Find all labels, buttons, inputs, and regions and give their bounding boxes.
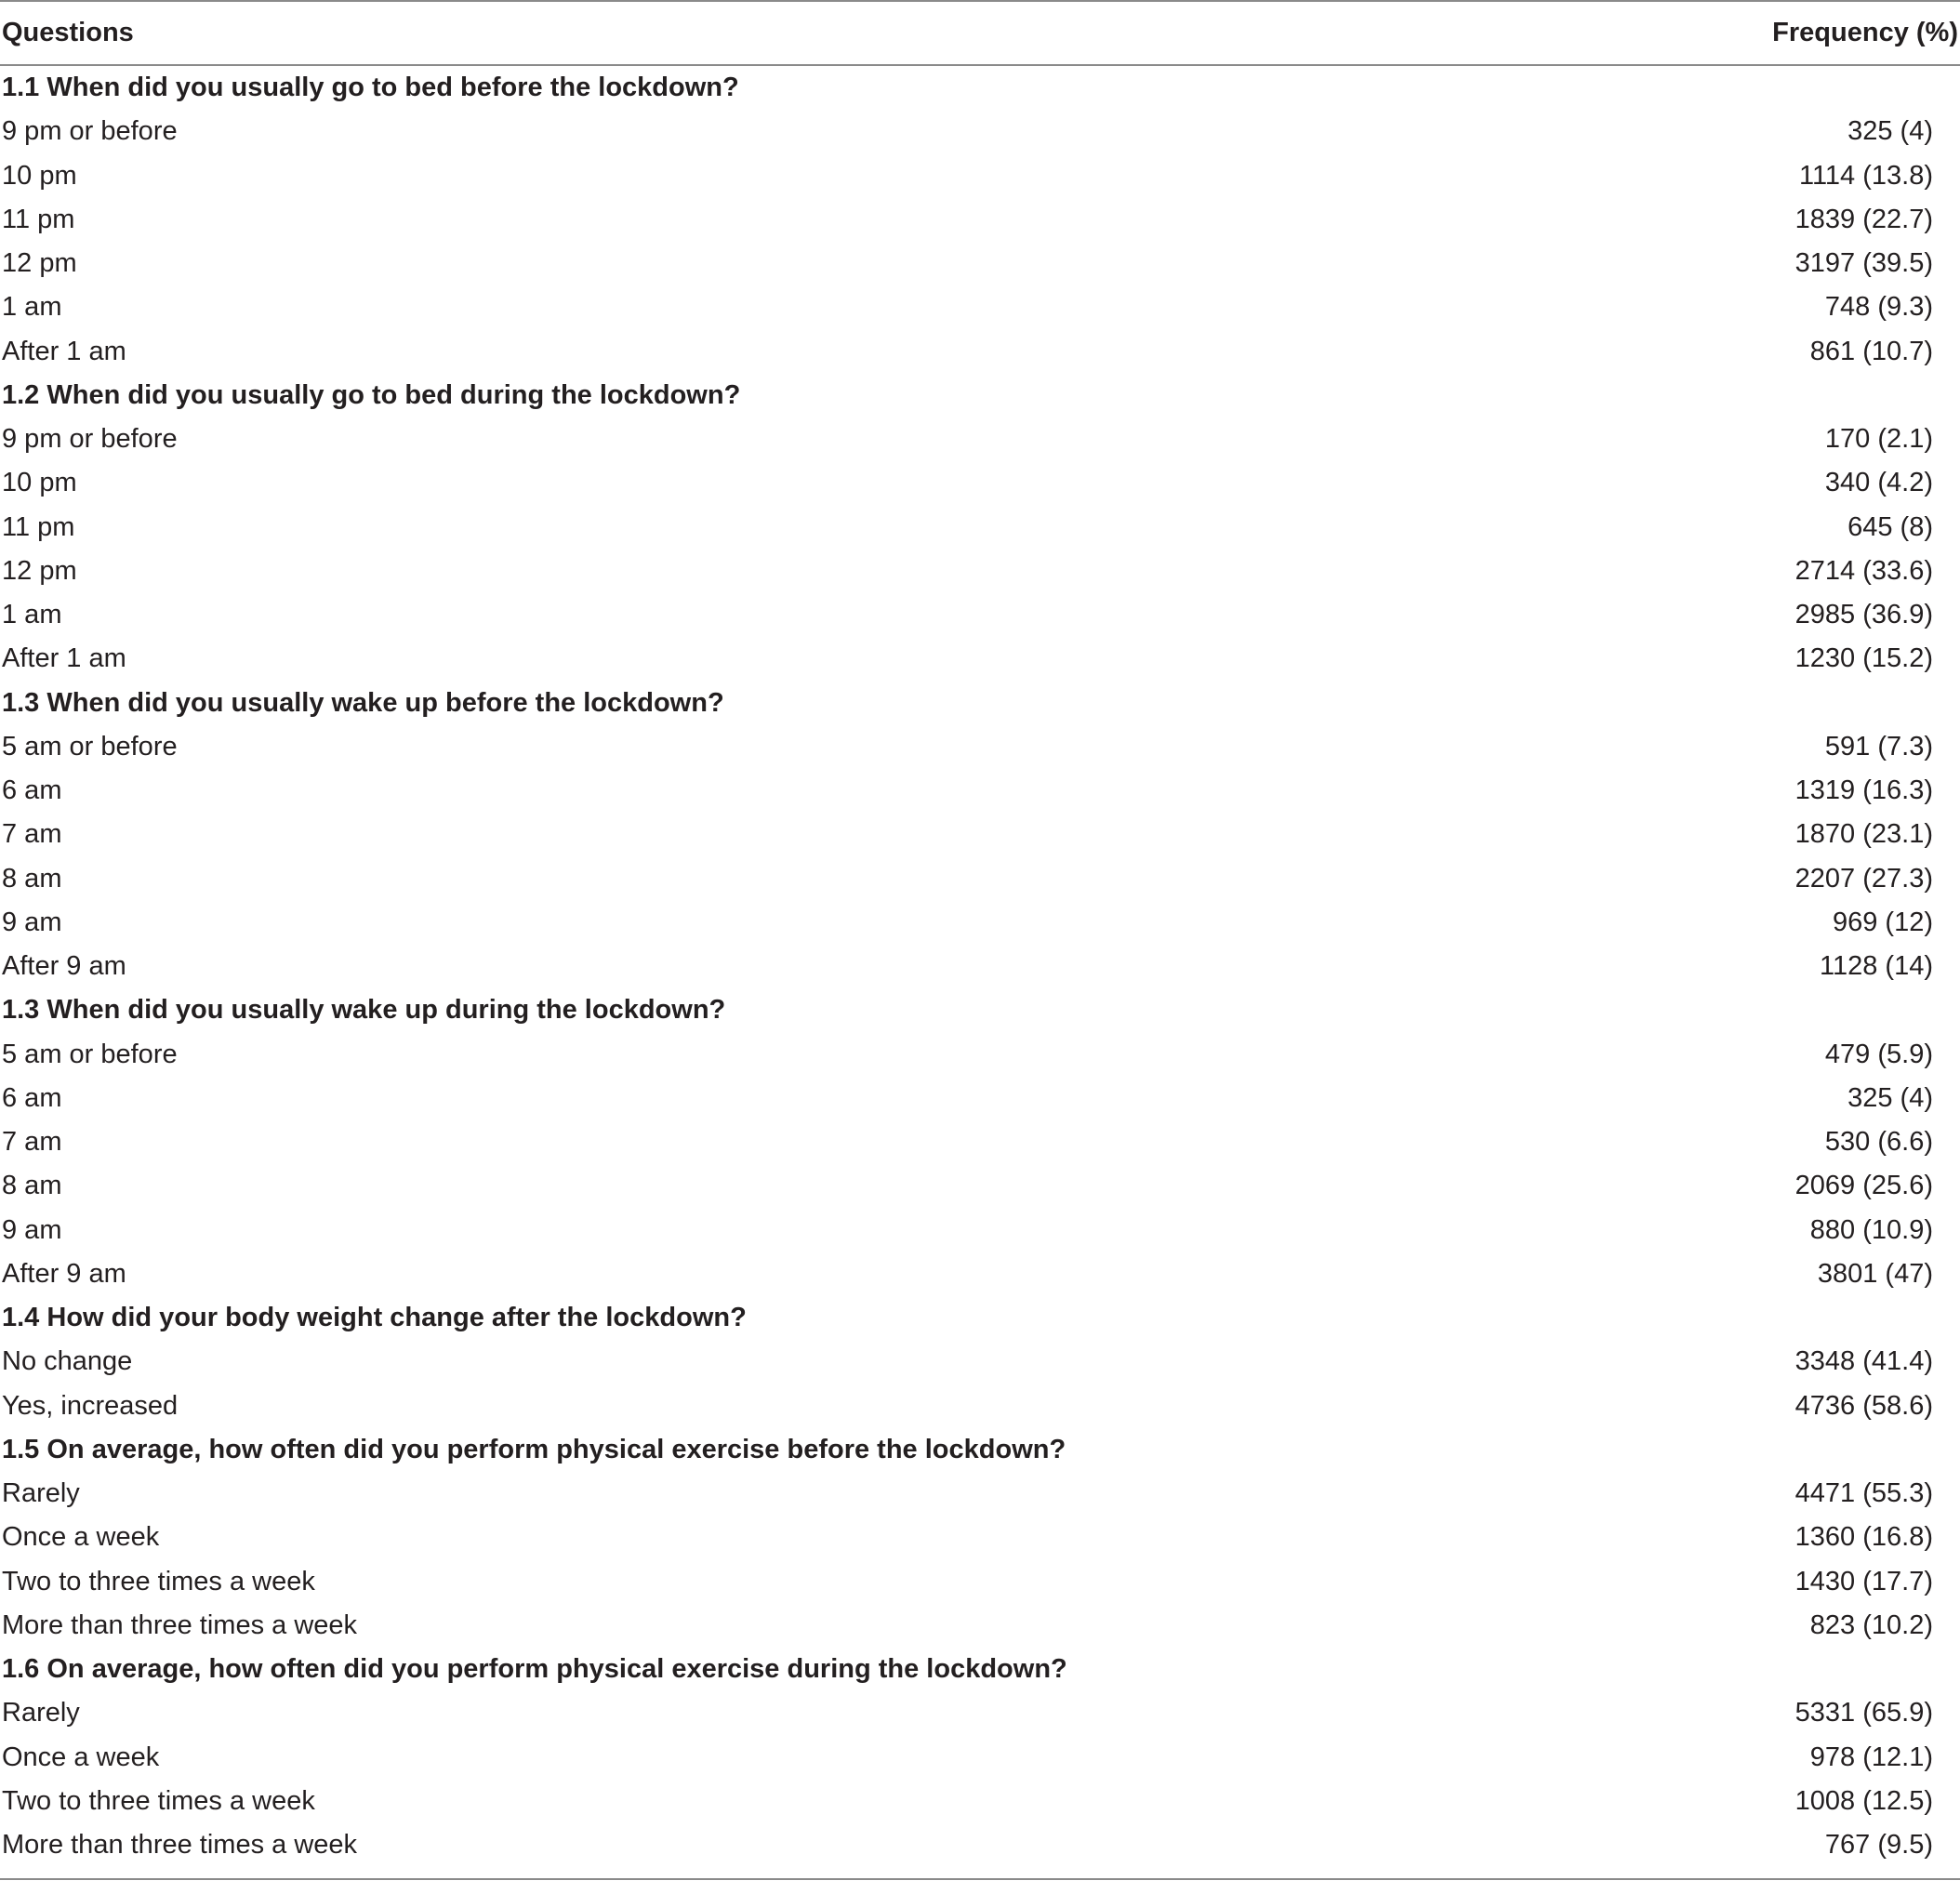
frequency-value: 3348 (41.4)	[1794, 1346, 1933, 1377]
table-row	[0, 461, 1960, 505]
answer-label: Yes, increased	[2, 1390, 179, 1421]
answer-label: Rarely	[2, 1698, 80, 1728]
questions-column-header: Questions	[2, 18, 134, 47]
table-row	[0, 1120, 1960, 1164]
answer-label: Two to three times a week	[2, 1566, 315, 1596]
answer-label: 9 am	[2, 907, 62, 937]
question-text: 1.4 How did your body weight change after the lockdown?	[2, 1303, 747, 1333]
answer-label: 12 pm	[2, 248, 77, 279]
frequency-value: 2714 (33.6)	[1794, 555, 1933, 586]
table-body	[0, 66, 1960, 1867]
frequency-value: 1114 (13.8)	[1798, 160, 1933, 191]
table-row	[0, 1472, 1960, 1516]
table-row	[0, 1516, 1960, 1559]
table-bottom-rule	[0, 1878, 1960, 1880]
table-row	[0, 1209, 1960, 1252]
table-row	[0, 1164, 1960, 1208]
table-row	[0, 154, 1960, 198]
answer-label: 6 am	[2, 1082, 62, 1113]
answer-label: After 9 am	[2, 1258, 126, 1289]
answer-label: 7 am	[2, 1127, 62, 1158]
frequency-value: 969 (12)	[1832, 907, 1933, 937]
answer-label: 1 am	[2, 292, 62, 323]
table-row	[0, 1604, 1960, 1648]
answer-label: 9 pm or before	[2, 424, 178, 455]
table-row	[0, 1077, 1960, 1120]
question-text: 1.1 When did you usually go to bed before the lockdown?	[2, 73, 739, 103]
table-row	[0, 593, 1960, 637]
answer-label: No change	[2, 1346, 133, 1377]
table-row	[0, 330, 1960, 374]
table-row	[0, 901, 1960, 945]
question-row	[0, 1428, 1960, 1472]
frequency-value: 3801 (47)	[1817, 1258, 1933, 1289]
frequency-value: 748 (9.3)	[1824, 292, 1933, 323]
frequency-value: 5331 (65.9)	[1794, 1698, 1933, 1728]
frequency-value: 530 (6.6)	[1824, 1127, 1933, 1158]
table-header	[0, 2, 1960, 66]
question-text: 1.6 On average, how often did you perform physical exercise during the lockdown?	[2, 1654, 1067, 1685]
answer-label: 9 pm or before	[2, 116, 178, 147]
frequency-value: 325 (4)	[1847, 116, 1933, 147]
question-text: 1.3 When did you usually wake up before the lockdown?	[2, 687, 724, 718]
answer-label: More than three times a week	[2, 1609, 358, 1640]
question-row	[0, 374, 1960, 417]
table-row	[0, 1340, 1960, 1384]
frequency-value: 4736 (58.6)	[1794, 1390, 1933, 1421]
frequency-value: 1008 (12.5)	[1794, 1785, 1933, 1816]
frequency-value: 1128 (14)	[1820, 951, 1933, 982]
table-row	[0, 637, 1960, 681]
frequency-value: 880 (10.9)	[1809, 1214, 1933, 1245]
question-row	[0, 66, 1960, 110]
frequency-value: 978 (12.1)	[1809, 1742, 1933, 1772]
question-row	[0, 1648, 1960, 1691]
answer-label: 9 am	[2, 1214, 62, 1245]
table-row	[0, 725, 1960, 769]
answer-label: 11 pm	[2, 511, 75, 542]
answer-label: 10 pm	[2, 468, 77, 498]
frequency-value: 1870 (23.1)	[1794, 819, 1933, 850]
frequency-value: 1839 (22.7)	[1794, 204, 1933, 234]
frequency-column-header: Frequency (%)	[1772, 18, 1958, 47]
frequency-value: 340 (4.2)	[1824, 468, 1933, 498]
frequency-value: 2069 (25.6)	[1794, 1171, 1933, 1201]
answer-label: After 1 am	[2, 643, 126, 674]
question-row	[0, 988, 1960, 1032]
answer-label: More than three times a week	[2, 1830, 358, 1861]
table-row	[0, 285, 1960, 329]
table-row	[0, 1780, 1960, 1823]
table-row	[0, 857, 1960, 901]
table-row	[0, 1252, 1960, 1296]
table-row	[0, 1033, 1960, 1077]
answer-label: 10 pm	[2, 160, 77, 191]
frequency-value: 3197 (39.5)	[1794, 248, 1933, 279]
frequency-value: 4471 (55.3)	[1794, 1478, 1933, 1509]
frequency-value: 767 (9.5)	[1824, 1830, 1933, 1861]
question-row	[0, 1296, 1960, 1340]
table-row	[0, 417, 1960, 461]
question-text: 1.2 When did you usually go to bed during the lockdown?	[2, 379, 741, 410]
frequency-value: 479 (5.9)	[1824, 1039, 1933, 1069]
frequency-value: 2207 (27.3)	[1794, 863, 1933, 894]
answer-label: Once a week	[2, 1522, 160, 1553]
answer-label: Rarely	[2, 1478, 80, 1509]
question-text: 1.5 On average, how often did you perform physical exercise before the lockdown?	[2, 1434, 1066, 1464]
frequency-value: 823 (10.2)	[1809, 1609, 1933, 1640]
answer-label: Two to three times a week	[2, 1785, 315, 1816]
answer-label: 5 am or before	[2, 731, 178, 762]
table-row	[0, 1384, 1960, 1428]
table-row	[0, 945, 1960, 988]
table-row	[0, 506, 1960, 550]
table-row	[0, 1560, 1960, 1604]
table-row	[0, 242, 1960, 285]
answer-label: 6 am	[2, 775, 62, 806]
table-row	[0, 550, 1960, 593]
table-row	[0, 813, 1960, 856]
answer-label: Once a week	[2, 1742, 160, 1772]
table-row	[0, 1736, 1960, 1780]
answer-label: 8 am	[2, 863, 62, 894]
answer-label: 12 pm	[2, 555, 77, 586]
table-row	[0, 1691, 1960, 1735]
table-row	[0, 769, 1960, 813]
table-row	[0, 198, 1960, 242]
table-row	[0, 110, 1960, 153]
frequency-value: 861 (10.7)	[1809, 336, 1933, 366]
frequency-value: 2985 (36.9)	[1794, 600, 1933, 630]
question-text: 1.3 When did you usually wake up during the lockdown?	[2, 995, 726, 1026]
answer-label: 8 am	[2, 1171, 62, 1201]
answer-label: 11 pm	[2, 204, 75, 234]
answer-label: After 9 am	[2, 951, 126, 982]
answer-label: After 1 am	[2, 336, 126, 366]
frequency-value: 645 (8)	[1847, 511, 1933, 542]
frequency-value: 1430 (17.7)	[1794, 1566, 1933, 1596]
question-row	[0, 682, 1960, 725]
frequency-value: 1319 (16.3)	[1794, 775, 1933, 806]
answer-label: 7 am	[2, 819, 62, 850]
frequency-value: 1230 (15.2)	[1794, 643, 1933, 674]
frequency-value: 325 (4)	[1847, 1082, 1933, 1113]
answer-label: 5 am or before	[2, 1039, 178, 1069]
frequency-value: 1360 (16.8)	[1794, 1522, 1933, 1553]
frequency-value: 170 (2.1)	[1824, 424, 1933, 455]
answer-label: 1 am	[2, 600, 62, 630]
frequency-value: 591 (7.3)	[1824, 731, 1933, 762]
table-row	[0, 1823, 1960, 1867]
